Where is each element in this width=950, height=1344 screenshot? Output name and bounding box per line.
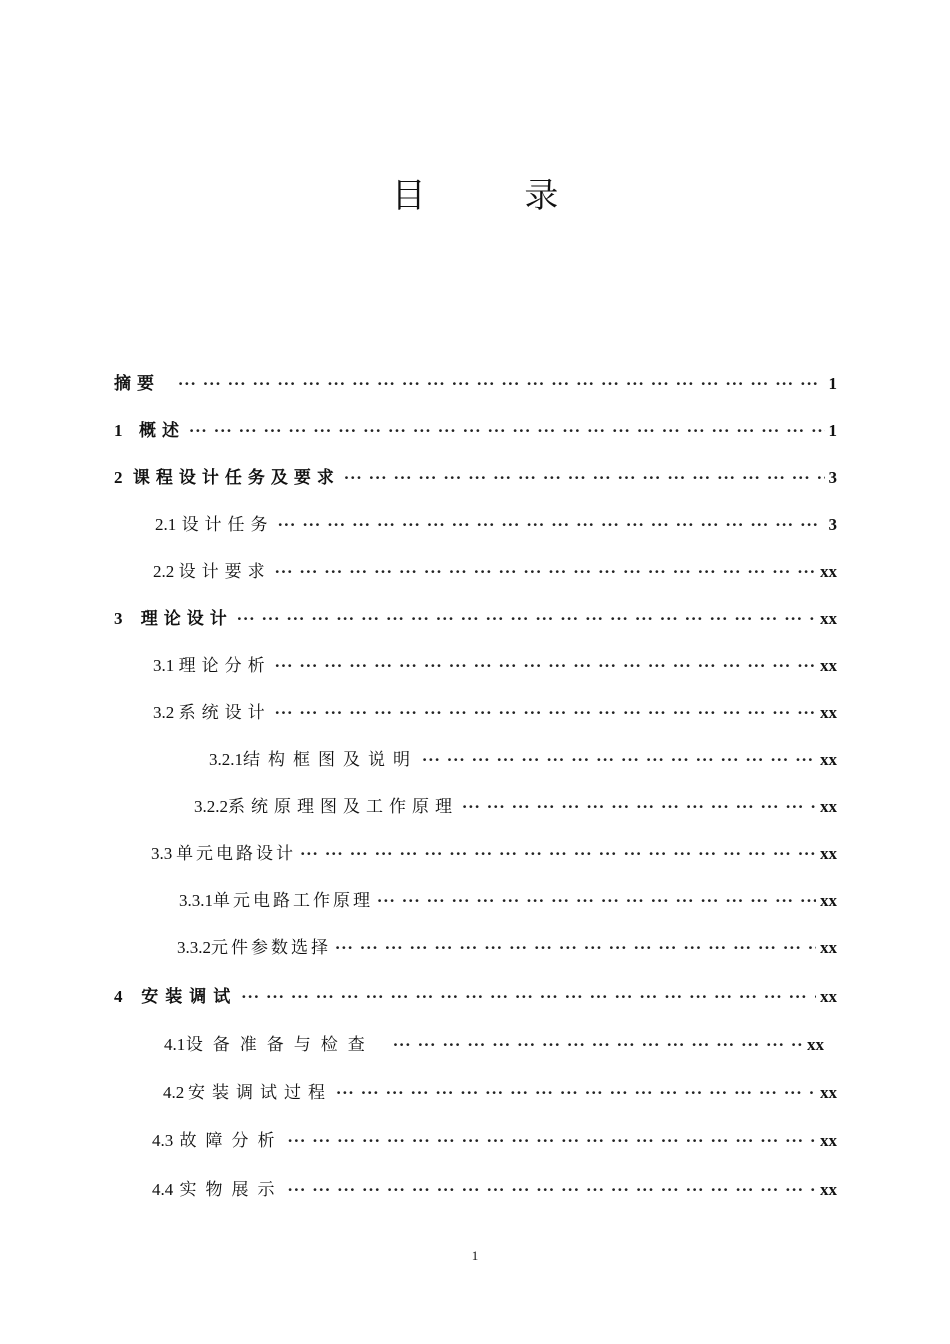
toc-entry-title: 元件参数选择 bbox=[211, 938, 331, 958]
page-title: 目 录 bbox=[391, 176, 603, 216]
toc-entry-number: 3.2.1 bbox=[209, 750, 243, 769]
toc-entry-title: 系统设计 bbox=[178, 703, 271, 723]
toc-leader-dots bbox=[393, 1036, 803, 1054]
toc-entry-page: xx bbox=[820, 1131, 837, 1150]
toc-entry[interactable] bbox=[114, 369, 837, 397]
toc-entry-number: 4.4 bbox=[152, 1180, 174, 1199]
toc-entry-number: 3.3.2 bbox=[177, 938, 211, 957]
toc-entry-number: 3.3 bbox=[151, 844, 173, 863]
toc-leader-dots bbox=[275, 657, 816, 675]
toc-leader-dots bbox=[288, 1181, 817, 1199]
toc-entry[interactable] bbox=[153, 651, 837, 679]
toc-entry[interactable] bbox=[194, 792, 837, 820]
toc-leader-dots bbox=[288, 1132, 817, 1150]
toc-leader-dots bbox=[344, 469, 825, 487]
toc-entry-page: 1 bbox=[828, 421, 837, 440]
toc-entry[interactable] bbox=[155, 510, 837, 538]
toc-entry-number: 2.1 bbox=[155, 515, 177, 534]
toc-entry-title: 理论分析 bbox=[178, 656, 271, 676]
toc-entry-title: 单元电路设计 bbox=[176, 844, 297, 864]
toc-entry-title: 设计要求 bbox=[178, 562, 271, 582]
toc-entry-number: 2 bbox=[114, 468, 123, 487]
toc-entry-number: 3.2 bbox=[153, 703, 175, 722]
toc-entry-number: 3.2.2 bbox=[194, 797, 228, 816]
toc-entry-number: 4.2 bbox=[163, 1083, 185, 1102]
toc-entry[interactable] bbox=[114, 982, 837, 1010]
toc-entry-page: xx bbox=[820, 609, 837, 628]
toc-entry-number: 3.1 bbox=[153, 656, 175, 675]
toc-entry-title: 单元电路工作原理 bbox=[213, 891, 373, 911]
toc-entry-page: 1 bbox=[828, 374, 837, 393]
toc-entry-page: xx bbox=[820, 703, 837, 722]
toc-leader-dots bbox=[422, 751, 816, 769]
toc-entry[interactable] bbox=[153, 698, 837, 726]
toc-entry[interactable] bbox=[114, 416, 837, 444]
toc-entry-page: xx bbox=[820, 656, 837, 675]
toc-leader-dots bbox=[178, 375, 825, 393]
toc-entry-title: 结构框图及说明 bbox=[243, 750, 418, 770]
toc-entry-title: 安装调试过程 bbox=[187, 1083, 332, 1103]
toc-entry[interactable] bbox=[163, 1078, 837, 1106]
toc-entry-number: 1 bbox=[114, 421, 123, 440]
page-number: 1 bbox=[471, 1248, 479, 1263]
toc-entry-title: 故障分析 bbox=[179, 1131, 284, 1151]
toc-entry-number: 4.3 bbox=[152, 1131, 174, 1150]
toc-entry-number: 4.1 bbox=[164, 1035, 186, 1054]
toc-entry-number: 3.3.1 bbox=[179, 891, 213, 910]
toc-entry[interactable] bbox=[209, 745, 837, 773]
toc-entry-page: xx bbox=[820, 891, 837, 910]
toc-entry-page: xx bbox=[820, 750, 837, 769]
toc-entry-title: 概述 bbox=[138, 421, 185, 441]
toc-entry[interactable] bbox=[114, 463, 837, 491]
toc-entry-number: 2.2 bbox=[153, 562, 175, 581]
toc-leader-dots bbox=[335, 939, 816, 957]
toc-entry-page: xx bbox=[820, 1083, 837, 1102]
toc-entry-title: 理论设计 bbox=[140, 609, 233, 629]
toc-entry-page: xx bbox=[820, 938, 837, 957]
toc-entry-number: 4 bbox=[114, 987, 123, 1006]
toc-entry-title: 安装调试 bbox=[141, 987, 238, 1007]
toc-leader-dots bbox=[275, 704, 816, 722]
toc-entry-page: xx bbox=[820, 844, 837, 863]
toc-leader-dots bbox=[336, 1084, 816, 1102]
toc-entry-title: 系统原理图及工作原理 bbox=[228, 797, 458, 817]
toc-entry-title: 摘要 bbox=[114, 374, 160, 394]
toc-leader-dots bbox=[300, 845, 816, 863]
toc-entry-page: xx bbox=[820, 562, 837, 581]
toc-entry[interactable] bbox=[177, 933, 837, 961]
toc-entry-title: 设计任务 bbox=[181, 515, 274, 535]
toc-entry[interactable] bbox=[151, 839, 837, 867]
toc-entry-number: 3 bbox=[114, 609, 123, 628]
toc-entry-title: 实物展示 bbox=[179, 1180, 284, 1200]
toc-leader-dots bbox=[241, 988, 816, 1006]
toc-leader-dots bbox=[275, 563, 816, 581]
toc-leader-dots bbox=[278, 516, 825, 534]
toc-leader-dots bbox=[462, 798, 816, 816]
toc-entry-page: xx bbox=[820, 1180, 837, 1199]
toc-entry[interactable] bbox=[164, 1030, 824, 1058]
toc-entry-page: xx bbox=[820, 797, 837, 816]
toc-leader-dots bbox=[189, 422, 825, 440]
toc-entry-page: xx bbox=[820, 987, 837, 1006]
toc-leader-dots bbox=[377, 892, 816, 910]
toc-entry-page: xx bbox=[807, 1035, 824, 1054]
toc-leader-dots bbox=[237, 610, 816, 628]
toc-entry[interactable] bbox=[152, 1126, 837, 1154]
toc-entry-page: 3 bbox=[828, 468, 837, 487]
toc-entry-title: 课程设计任务及要求 bbox=[132, 468, 340, 488]
toc-entry-title: 设备准备与检查 bbox=[185, 1035, 375, 1055]
toc-entry[interactable] bbox=[179, 886, 837, 914]
toc-entry-page: 3 bbox=[828, 515, 837, 534]
toc-entry[interactable] bbox=[152, 1175, 837, 1203]
toc-entry[interactable] bbox=[153, 557, 837, 585]
toc-entry[interactable] bbox=[114, 604, 837, 632]
